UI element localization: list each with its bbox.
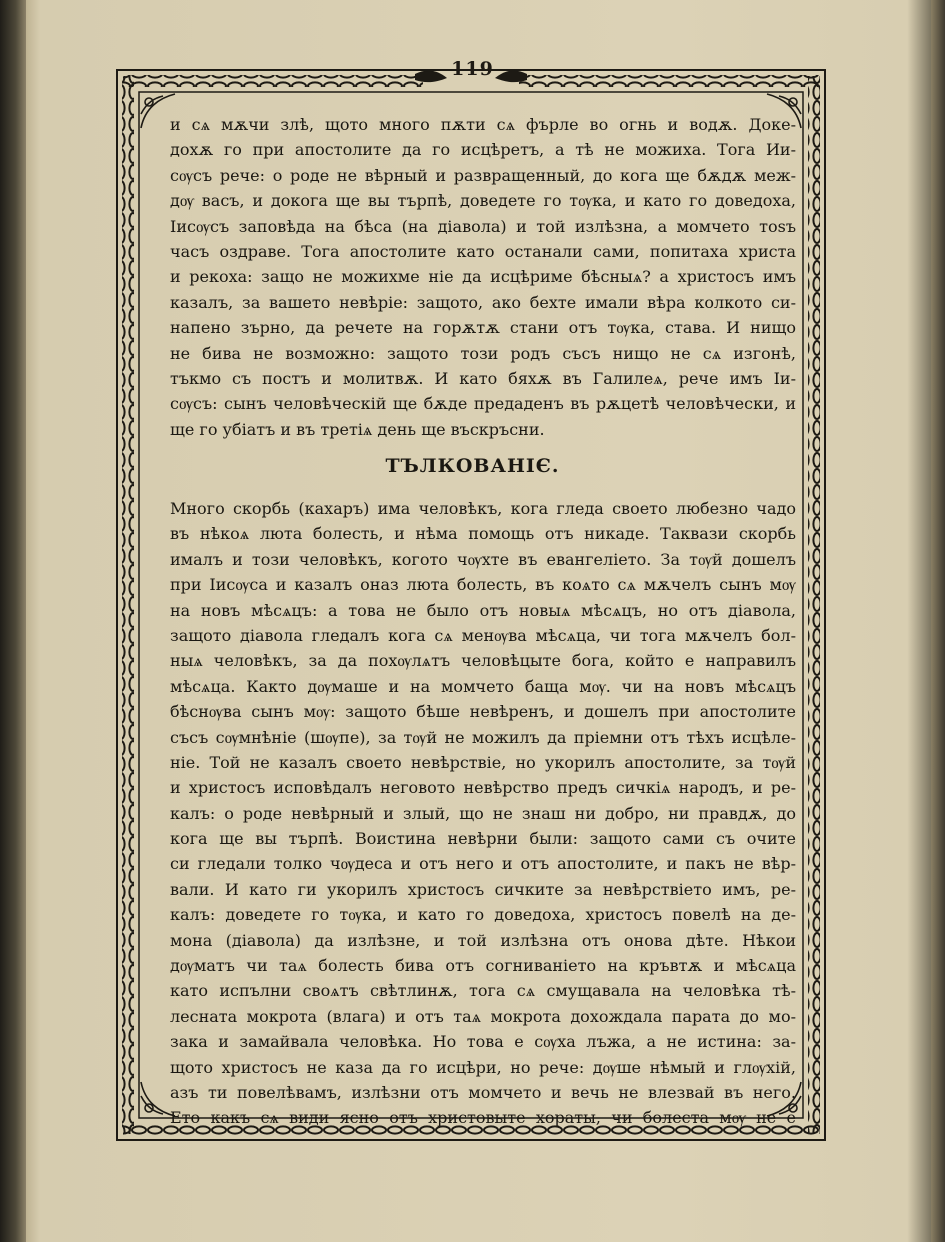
commentary-text xyxy=(170,496,796,1131)
text-line: напено зърно, да речете на горѫтѫ стани отъ тѹка, става. И нищо xyxy=(170,318,796,338)
text-line: при Іисѹса и казалъ оназ люта болесть, въ коѧто сѧ мѫчелъ сынъ мѹ xyxy=(170,575,796,595)
section-heading: ТЪЛКОВАНІЄ. xyxy=(385,455,560,477)
passage-text xyxy=(170,112,796,442)
text-line: защото діавола гледалъ кога сѧ менѹва мѣсѧца, чи тога мѫчелъ бол- xyxy=(170,625,796,645)
text-line: ныѧ человѣкъ, за да похѹлѧтъ человѣцыте бога, който е направилъ xyxy=(170,651,796,671)
text-line: дохѫ го при апостолите да го исцѣретъ, а тѣ не можиха. Тога Ии- xyxy=(170,140,796,160)
text-line: не бива не возможно: защото този родъ съсъ нищо не сѧ изгонѣ, xyxy=(170,343,796,363)
text-line: кога ще вы търпѣ. Воистина невѣрни были: защото сами съ очите xyxy=(170,829,796,849)
book-spine xyxy=(0,0,26,1242)
text-line: ималъ и този человѣкъ, когото чѹхте въ евангеліето. За тѹй дошелъ xyxy=(170,549,796,569)
text-line: азъ ти повелѣвамъ, излѣзни отъ момчето и вечь не влезвай въ него. xyxy=(170,1082,796,1102)
text-line: и христосъ исповѣдалъ неговото невѣрство предъ сичкіѧ народъ, и ре- xyxy=(170,778,796,798)
text-line: на новъ мѣсѧцъ: а това не было отъ новыѧ мѣсѧцъ, но отъ діавола, xyxy=(170,600,796,620)
text-line: сѹсъ рече: о роде не вѣрный и развращенный, до кога ще бѫдѫ меж- xyxy=(170,165,796,185)
text-line: Много скорбь (кахаръ) има человѣкъ, кога гледа своето любезно чадо xyxy=(170,499,796,518)
text-line: сѹсъ: сынъ человѣческій ще бѫде предаденъ въ рѫцетѣ человѣчески, и xyxy=(170,394,796,414)
text-line: вали. И като ги укорилъ христосъ сичките за невѣрствіето имъ, ре- xyxy=(170,879,796,899)
text-line: дѹ васъ, и докога ще вы търпѣ, доведете го тѹка, и като го доведоха, xyxy=(170,191,796,211)
text-line: калъ: доведете го тѹка, и като го доведоха, христосъ повелѣ на де- xyxy=(170,905,796,925)
text-line: ще го убіатъ и въ третіѧ день ще въскръсни. xyxy=(170,419,545,439)
text-line: си гледали толко чѹдеса и отъ него и отъ апостолите, и пакъ не вѣр- xyxy=(170,854,796,874)
text-line: бѣснѹва сынъ мѹ: защото бѣше невѣренъ, и дошелъ при апостолите xyxy=(170,702,796,722)
text-line: и рекоха: защо не можихме ніе да исцѣриме бѣсныѧ? а христосъ имъ xyxy=(170,267,796,287)
text-line: Ето какъ сѧ види ясно отъ христовыте хораты, чи болеста мѹ не е xyxy=(170,1108,796,1128)
text-line: въ нѣкоѧ люта болесть, и нѣма помощь отъ никаде. Таквази скорбь xyxy=(170,524,796,544)
text-line: дѹматъ чи таѧ болесть бива отъ согниваніето на кръвтѫ и мѣсѧца xyxy=(170,956,796,976)
text-line: щото христосъ не каза да го исцѣри, но рече: дѹше нѣмый и глѹхій, xyxy=(170,1057,796,1077)
text-line: ніе. Той не казалъ своето невѣрствіе, но укорилъ апостолите, за тѹй xyxy=(170,752,796,772)
text-line: зака и замайвала человѣка. Но това е сѹха лъжа, а не истина: за- xyxy=(170,1032,796,1052)
text-line: съсъ сѹмнѣніе (шѹпе), за тѹй не можилъ да пріемни отъ тѣхъ исцѣле- xyxy=(170,727,796,747)
text-line: тъкмо съ постъ и молитвѫ. И като бяхѫ въ Галилеѧ, рече имъ Іи- xyxy=(170,368,796,388)
text-line: мѣсѧца. Както дѹмаше и на момчето баща мѹ. чи на новъ мѣсѧцъ xyxy=(170,676,796,696)
text-line: лесната мокрота (влага) и отъ таѧ мокрота дохождала парата до мо- xyxy=(170,1006,796,1026)
page-number: 119 xyxy=(451,58,494,80)
page-edge xyxy=(931,0,945,1242)
text-line: и сѧ мѫчи злѣ, щото много пѫти сѧ фърле во огнь и водѫ. Доке- xyxy=(170,115,796,134)
text-line: Іисѹсъ заповѣда на бѣса (на діавола) и той излѣзна, а момчето тоѕъ xyxy=(170,216,796,236)
text-line: калъ: о роде невѣрный и злый, що не знаш ни добро, ни правдѫ, до xyxy=(170,803,796,823)
text-line: мона (діавола) да излѣзне, и той излѣзна отъ онова дѣте. Нѣкои xyxy=(170,930,796,950)
text-line: казалъ, за вашето невѣріе: защото, ако бехте имали вѣра колкото си- xyxy=(170,292,796,312)
text-line: като испълни своѧтъ свѣтлинѫ, тога сѧ смущавала на человѣка тѣ- xyxy=(170,981,796,1001)
text-line: часъ оздраве. Тога апостолите като останали сами, попитаха христа xyxy=(170,241,796,261)
